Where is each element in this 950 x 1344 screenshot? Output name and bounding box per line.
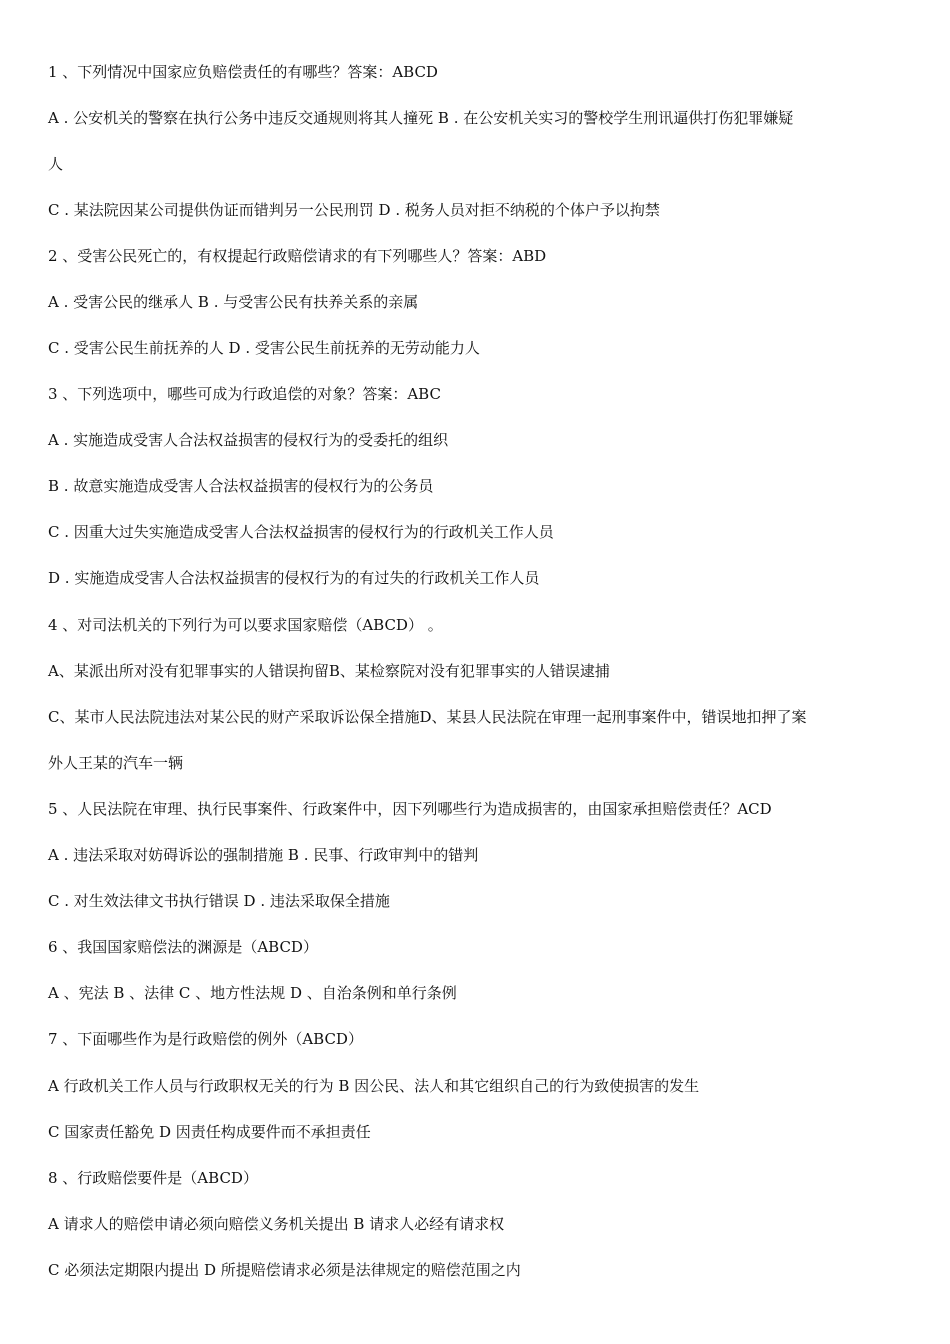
option-line: 人	[48, 155, 64, 173]
option-line: A 行政机关工作人员与行政职权无关的行为 B 因公民、法人和其它组织自己的行为致使损害的发生	[48, 1077, 700, 1095]
option-line: C 必须法定期限内提出 D 所提赔偿请求必须是法律规定的赔偿范围之内	[48, 1261, 521, 1279]
question-7: 7 、下面哪些作为是行政赔偿的例外（ABCD）	[48, 1030, 363, 1048]
option-line: A . 实施造成受害人合法权益损害的侵权行为的受委托的组织	[48, 431, 449, 449]
option-line: C . 因重大过失实施造成受害人合法权益损害的侵权行为的行政机关工作人员	[48, 523, 554, 541]
option-line: A 请求人的赔偿申请必须向赔偿义务机关提出 B 请求人必经有请求权	[48, 1215, 505, 1233]
option-line: B . 故意实施造成受害人合法权益损害的侵权行为的公务员	[48, 477, 434, 495]
question-8: 8 、行政赔偿要件是（ABCD）	[48, 1169, 258, 1187]
question-4: 4 、对司法机关的下列行为可以要求国家赔偿（ABCD） 。	[48, 616, 443, 634]
option-line: D . 实施造成受害人合法权益损害的侵权行为的有过失的行政机关工作人员	[48, 569, 540, 587]
option-line: A 、宪法 B 、法律 C 、地方性法规 D 、自治条例和单行条例	[48, 984, 457, 1002]
question-2: 2 、受害公民死亡的，有权提起行政赔偿请求的有下列哪些人？答案：ABD	[48, 247, 547, 265]
option-line: C 国家责任豁免 D 因责任构成要件而不承担责任	[48, 1123, 371, 1141]
option-line: C、某市人民法院违法对某公民的财产采取诉讼保全措施D、某县人民法院在审理一起刑事案件中，错误地扣押了案	[48, 708, 807, 726]
option-line: A . 受害公民的继承人 B . 与受害公民有扶养关系的亲属	[48, 293, 419, 311]
option-line: C . 受害公民生前抚养的人 D . 受害公民生前抚养的无劳动能力人	[48, 339, 480, 357]
option-line: A . 违法采取对妨碍诉讼的强制措施 B . 民事、行政审判中的错判	[48, 846, 479, 864]
option-line: 外人王某的汽车一辆	[48, 754, 184, 772]
option-line: C . 某法院因某公司提供伪证而错判另一公民刑罚 D . 税务人员对拒不纳税的个体户予以拘禁	[48, 201, 660, 219]
question-6: 6 、我国国家赔偿法的渊源是（ABCD）	[48, 938, 318, 956]
option-line: C . 对生效法律文书执行错误 D . 违法采取保全措施	[48, 892, 390, 910]
question-1: 1 、下列情况中国家应负赔偿责任的有哪些？答案：ABCD	[48, 63, 438, 81]
question-5: 5 、人民法院在审理、执行民事案件、行政案件中，因下列哪些行为造成损害的，由国家承担赔偿责任？ACD	[48, 800, 772, 818]
option-line: A . 公安机关的警察在执行公务中违反交通规则将其人撞死 B . 在公安机关实习的警校学生刑讯逼供打伤犯罪嫌疑	[48, 109, 794, 127]
question-3: 3 、下列选项中，哪些可成为行政追偿的对象？答案：ABC	[48, 385, 441, 403]
option-line: A、某派出所对没有犯罪事实的人错误拘留B、某检察院对没有犯罪事实的人错误逮捕	[48, 662, 610, 680]
